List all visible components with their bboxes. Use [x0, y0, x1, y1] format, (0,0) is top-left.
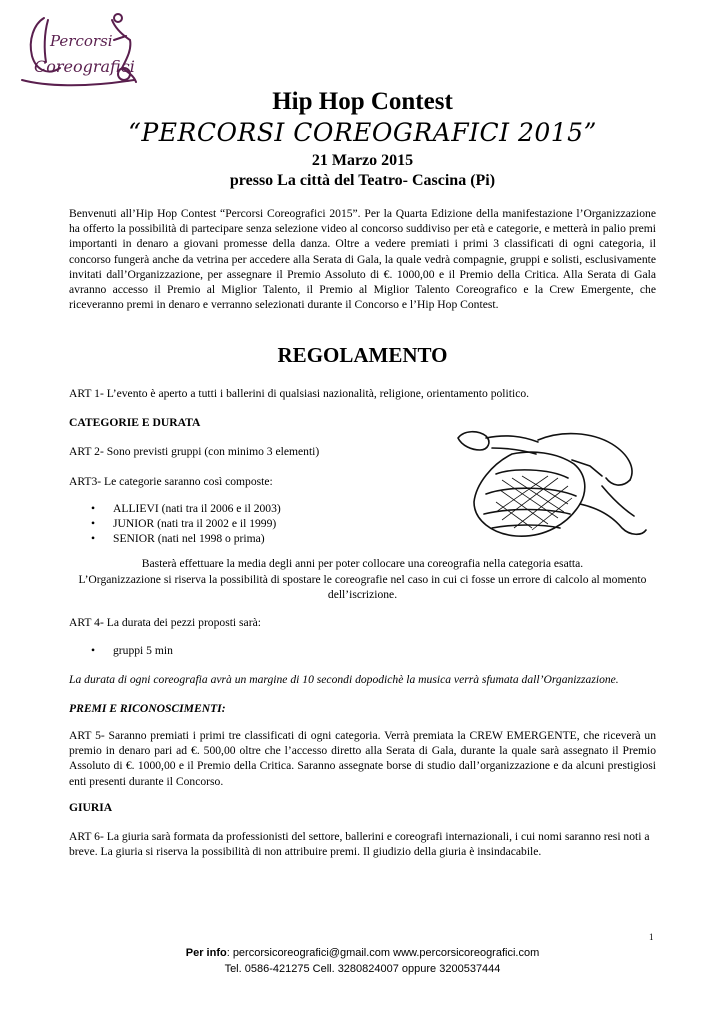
footer-phones: Tel. 0586-421275 Cell. 3280824007 oppure 3200537444: [224, 963, 501, 975]
breakdancer-illustration: [452, 424, 652, 546]
footer-info-label: Per info: [185, 947, 227, 959]
premi-heading: PREMI E RICONOSCIMENTI:: [69, 702, 226, 715]
categories-list: [69, 501, 281, 547]
document-title: Hip Hop Contest: [272, 88, 453, 115]
duration-item: • gruppi 5 min: [69, 643, 173, 658]
spostare-note: L’Organizzazione si riserva la possibilità di spostare le coreografie nel caso in cui ci fosse un errore di calcolo al momento dell’iscrizione.: [78, 573, 647, 602]
logo-line2: Coreografici: [34, 57, 135, 76]
art4-text: ART 4- La durata dei pezzi proposti sarà:: [69, 616, 261, 629]
art1-text: ART 1- L’evento è aperto a tutti i ballerini di qualsiasi nazionalità, religione, orientamento politico.: [69, 387, 530, 400]
logo-line1: Percorsi: [50, 32, 113, 50]
footer-info-text: : percorsicoreografici@gmail.com www.percorsicoreografici.com: [226, 947, 540, 959]
event-date: 21 Marzo 2015: [311, 152, 414, 169]
event-location: presso La città del Teatro- Cascina (Pi): [229, 172, 496, 189]
regolamento-heading: REGOLAMENTO: [277, 343, 448, 367]
intro-paragraph: Benvenuti all’Hip Hop Contest “Percorsi Coreografici 2015”. Per la Quarta Edizione della manifestazione l’Organizzazione ha offerto la possibilità di partecipare senza selezione video al concorso suddiviso per età e categorie, e metterà in palio premi importanti in denaro a giovani promesse della danza. Oltre a vedere premiati i primi 3 classificati di ogni categoria, il concorso fungerà anche da vetrina per accedere alla Serata di Gala, la quale vedrà compagnie, gruppi e solisti, esclusivamente invitati dall’Organizzazione, per assegnare il Premio Assoluto di €. 1000,00 e il Premio della Critica. Alla Serata di Gala avranno accesso il Premio al Miglior Talento, il Premio al Miglior Talento Coreografico e la Crew Emergente, che riceveranno premi in denaro e verranno selezionati durante il Concorso e l’Hip Hop Contest.: [69, 207, 656, 312]
giuria-heading: GIURIA: [69, 801, 113, 814]
document-subtitle: “PERCORSI COREOGRAFICI 2015”: [128, 118, 597, 147]
page-number: 1: [649, 932, 654, 942]
category-item: • SENIOR (nati nel 1998 o prima): [69, 531, 281, 546]
durations-list: [69, 643, 173, 658]
media-note: Basterà effettuare la media degli anni per poter collocare una coreografia nella categoria esatta.: [141, 557, 584, 570]
art3-text: ART3- Le categorie saranno così composte:: [69, 475, 273, 488]
footer-contact-line: [0, 947, 725, 959]
art2-text: ART 2- Sono previsti gruppi (con minimo 3 elementi): [69, 445, 320, 458]
category-item: • JUNIOR (nati tra il 2002 e il 1999): [69, 516, 281, 531]
art5-text: ART 5- Saranno premiati i primi tre classificati di ogni categoria. Verrà premiata la CREW EMERGENTE, che riceverà un premio in denaro pari ad €. 500,00 oltre che l’accesso diretto alla Serata di Gala, durante la quale sarà assegnato il Premio Assoluto di €. 1000,00 e il Premio della Critica. Saranno assegnate borse di studio dall’organizzazione e da alcuni prestigiosi enti presenti durante il Concorso.: [69, 729, 656, 788]
art6-text: ART 6- La giuria sarà formata da professionisti del settore, ballerini e coreografi internazionali, i cui nomi saranno resi noti a breve. La giuria si riserva la possibilità di non attribuire premi. Il giudizio della giuria è insindacabile.: [69, 830, 650, 859]
category-item: • ALLIEVI (nati tra il 2006 e il 2003): [69, 501, 281, 516]
margin-note: La durata di ogni coreografia avrà un margine di 10 secondi dopodichè la musica verrà sfumata dall’Organizzazione.: [69, 673, 619, 686]
percorsi-coreografici-logo: [14, 10, 146, 96]
categorie-heading: CATEGORIE E DURATA: [69, 416, 201, 429]
